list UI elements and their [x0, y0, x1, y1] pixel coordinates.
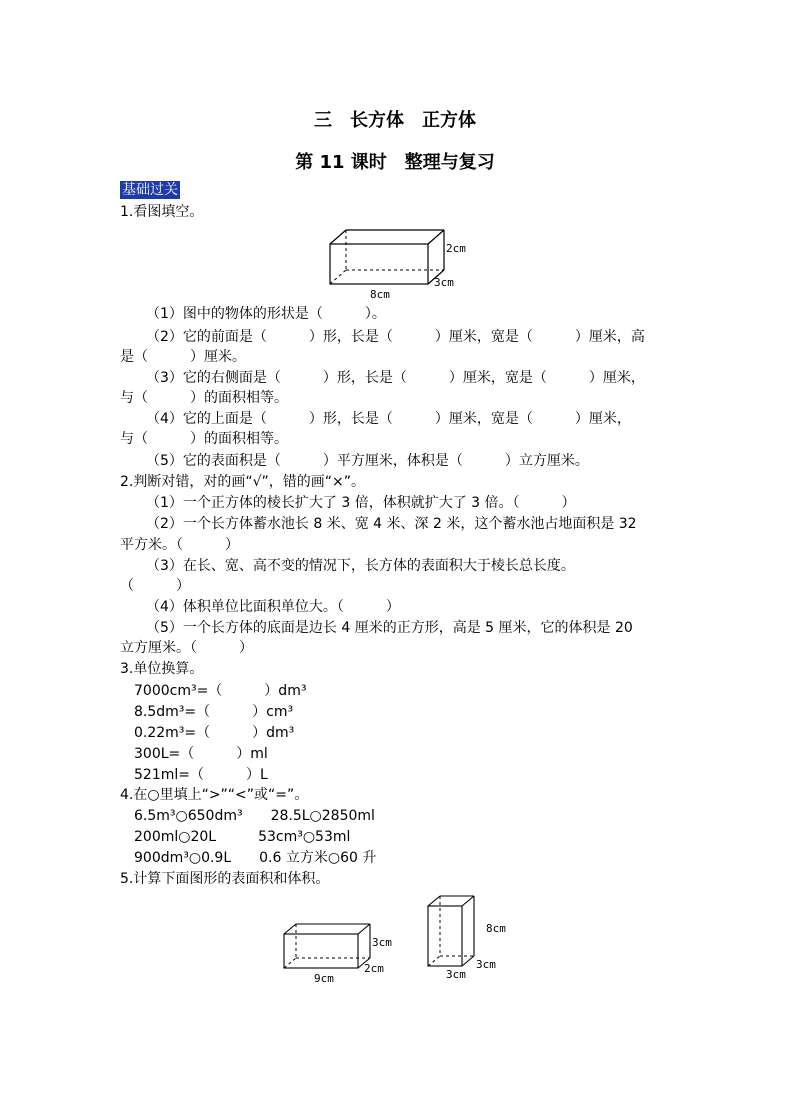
- q5b-height-label: 8cm: [486, 922, 506, 935]
- q5b-width-label: 3cm: [476, 958, 496, 971]
- q4-heading: 4.在○里填上“>”“<”或“=”。: [120, 787, 309, 803]
- q3-item: 521ml=（ ）L: [134, 767, 268, 783]
- q3-item: 7000cm³=（ ）dm³: [134, 683, 307, 699]
- q3-item: 0.22m³=（ ）dm³: [134, 725, 295, 741]
- q2-item: （ ）: [120, 578, 190, 594]
- lesson-title: 第 11 课时 整理与复习: [295, 152, 495, 173]
- q3-item: 300L=（ ）ml: [134, 746, 268, 762]
- q5a-length-label: 9cm: [314, 972, 334, 985]
- q1-cuboid-figure: [318, 226, 478, 304]
- q5a-height-label: 3cm: [372, 936, 392, 949]
- q1-item: （2）它的前面是（ ）形，长是（ ）厘米，宽是（ ）厘米，高: [146, 329, 645, 345]
- q1-width-label: 3cm: [434, 276, 454, 289]
- q1-item: （5）它的表面积是（ ）平方厘米，体积是（ ）立方厘米。: [146, 453, 589, 469]
- q2-item: （2）一个长方体蓄水池长 8 米、宽 4 米、深 2 米，这个蓄水池占地面积是 32: [146, 516, 637, 532]
- q3-item: 8.5dm³=（ ）cm³: [134, 704, 294, 720]
- q2-item: 立方厘米。（ ）: [120, 640, 253, 656]
- q5-heading: 5.计算下面图形的表面积和体积。: [120, 871, 330, 887]
- q2-item: （4）体积单位比面积单位大。（ ）: [146, 599, 400, 615]
- q1-item: （3）它的右侧面是（ ）形，长是（ ）厘米，宽是（ ）厘米，: [146, 370, 645, 386]
- q2-item: （3）在长、宽、高不变的情况下，长方体的表面积大于棱长总长度。: [146, 558, 575, 574]
- q5-cuboid-figure-a: [276, 918, 406, 988]
- q2-item: （1）一个正方体的棱长扩大了 3 倍，体积就扩大了 3 倍。（ ）: [146, 495, 576, 511]
- q4-item: 6.5m³○650dm³ 28.5L○2850ml: [134, 808, 375, 824]
- q2-item: （5）一个长方体的底面是边长 4 厘米的正方形，高是 5 厘米，它的体积是 20: [146, 620, 633, 636]
- q3-heading: 3.单位换算。: [120, 661, 204, 677]
- q1-heading: 1.看图填空。: [120, 204, 204, 220]
- q1-item: 与（ ）的面积相等。: [120, 431, 288, 447]
- q4-item: 900dm³○0.9L 0.6 立方米○60 升: [134, 850, 377, 866]
- q1-item: 与（ ）的面积相等。: [120, 390, 288, 406]
- q4-item: 200ml○20L 53cm³○53ml: [134, 829, 351, 845]
- q1-item: （1）图中的物体的形状是（ ）。: [146, 306, 386, 322]
- q1-item: 是（ ）厘米。: [120, 349, 246, 365]
- q1-item: （4）它的上面是（ ）形，长是（ ）厘米，宽是（ ）厘米，: [146, 411, 631, 427]
- q5-cuboid-figure-b: [420, 890, 520, 982]
- q1-front-face: [330, 244, 428, 284]
- section-tag: 基础过关: [122, 182, 178, 198]
- unit-title: 三 长方体 正方体: [314, 110, 476, 131]
- q5a-width-label: 2cm: [364, 962, 384, 975]
- q1-height-label: 2cm: [446, 242, 466, 255]
- q2-item: 平方米。（ ）: [120, 537, 239, 553]
- q1-length-label: 8cm: [370, 288, 390, 301]
- q2-heading: 2.判断对错，对的画“√”，错的画“×”。: [120, 474, 366, 490]
- q5b-length-label: 3cm: [446, 968, 466, 981]
